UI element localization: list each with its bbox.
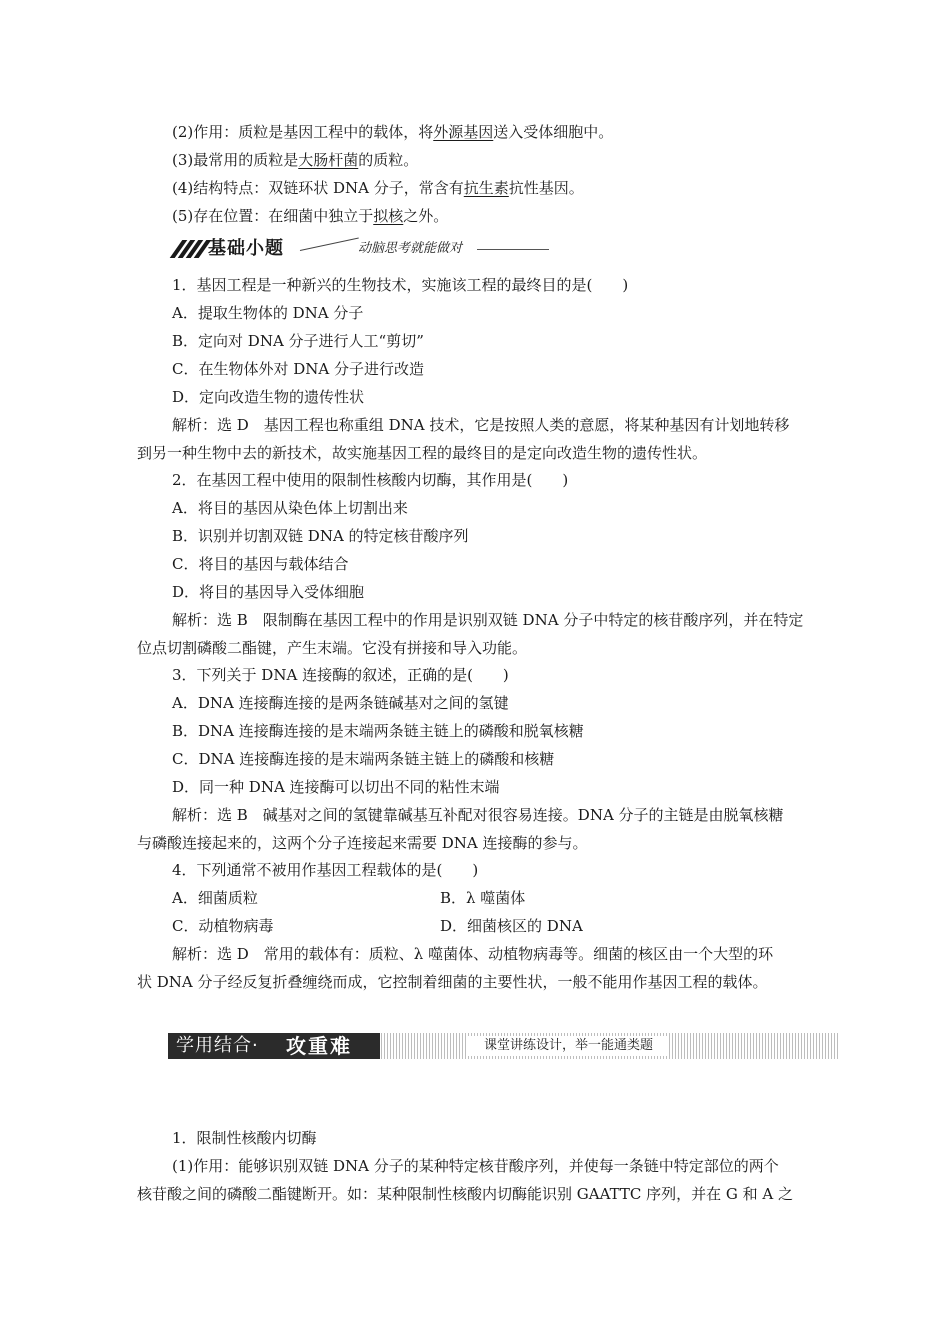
section-title-part2: 攻重难 [286,1034,352,1058]
option-b: B．DNA 连接酶连接的是末端两条链主链上的磷酸和脱氧核糖 [172,722,584,740]
text: 送入受体细胞中。 [493,123,614,141]
option-c: C．在生物体外对 DNA 分子进行改造 [172,360,424,378]
intro-line-function [172,122,613,142]
explanation-line: 解析：选 D 常用的载体有：质粒、λ 噬菌体、动植物病毒等。细菌的核区由一个大型的环 [172,945,774,963]
underlined-term: 大肠杆菌 [298,151,359,169]
text: 的质粒。 [358,151,419,169]
explanation-line: 到另一种生物中去的新技术，故实施基因工程的最终目的是定向改造生物的遗传性状。 [137,444,708,462]
option-b: B．识别并切割双链 DNA 的特定核苷酸序列 [172,527,469,545]
text: 之外。 [403,207,449,225]
topic-heading: 1．限制性核酸内切酶 [172,1129,317,1147]
option-a: A．DNA 连接酶连接的是两条链碱基对之间的氢键 [172,694,509,712]
section-header-basics [172,236,552,262]
option-a: A．细菌质粒 [172,889,258,907]
text: (2)作用：质粒是基因工程中的载体，将 [172,123,434,141]
section-subtitle: 动脑思考就能做对 [358,241,463,256]
option-a: A．提取生物体的 DNA 分子 [172,304,364,322]
explanation-line: 位点切割磷酸二酯键，产生末端。它没有拼接和导入功能。 [137,639,528,657]
option-d: D．细菌核区的 DNA [440,917,583,935]
text: (5)存在位置：在细菌中独立于 [172,207,374,225]
explanation-line: 解析：选 D 基因工程也称重组 DNA 技术，它是按照人类的意愿，将某种基因有计划地转移 [172,416,790,434]
option-d: D．将目的基因导入受体细胞 [172,583,365,601]
question-stem: 1．基因工程是一种新兴的生物技术，实施该工程的最终目的是( ) [172,276,629,294]
option-c: C．DNA 连接酶连接的是末端两条链主链上的磷酸和核糖 [172,750,555,768]
body-line: (1)作用：能够识别双链 DNA 分子的某种特定核苷酸序列，并使每一条链中特定部位的两个 [172,1157,779,1175]
intro-line-structure [172,178,584,198]
explanation-line: 解析：选 B 碱基对之间的氢键靠碱基互补配对很容易连接。DNA 分子的主链是由脱氧核糖 [172,806,784,824]
option-c: C．动植物病毒 [172,917,274,935]
title-block [168,1033,380,1059]
underlined-term: 抗生素 [463,179,509,197]
question-stem: 2．在基因工程中使用的限制性核酸内切酶，其作用是( ) [172,471,569,489]
intro-line-location [172,206,448,226]
option-a: A．将目的基因从染色体上切割出来 [172,499,408,517]
divider [300,238,359,251]
text: (4)结构特点：双链环状 DNA 分子，常含有 [172,179,464,197]
option-d: D．同一种 DNA 连接酶可以切出不同的粘性末端 [172,778,500,796]
explanation-line: 与磷酸连接起来的，这两个分子连接起来需要 DNA 连接酶的参与。 [137,834,588,852]
option-c: C．将目的基因与载体结合 [172,555,349,573]
text: (3)最常用的质粒是 [172,151,299,169]
section-header-key-points [168,1033,838,1059]
text: 抗性基因。 [508,179,584,197]
explanation-line: 解析：选 B 限制酶在基因工程中的作用是识别双链 DNA 分子中特定的核苷酸序列，并在特定 [172,611,804,629]
explanation-line: 状 DNA 分子经反复折叠缠绕而成，它控制着细菌的主要性状，一般不能用作基因工程的载体。 [137,973,768,991]
section-title: 基础小题 [208,238,284,259]
underlined-term: 外源基因 [433,123,494,141]
body-line: 核苷酸之间的磷酸二酯键断开。如：某种限制性核酸内切酶能识别 GAATTC 序列，并在 G 和 A 之 [137,1185,794,1203]
underlined-term: 拟核 [373,207,404,225]
intro-line-common-plasmid [172,150,418,170]
option-b: B．λ 噬菌体 [440,889,526,907]
option-b: B．定向对 DNA 分子进行人工“剪切” [172,332,424,350]
question-stem: 3．下列关于 DNA 连接酶的叙述，正确的是( ) [172,666,509,684]
section-title-part1: 学用结合· [176,1035,259,1056]
section-subtitle: 课堂讲练设计，举一能通类题 [468,1036,669,1056]
question-stem: 4．下列通常不被用作基因工程载体的是( ) [172,861,479,879]
option-d: D．定向改造生物的遗传性状 [172,388,365,406]
divider [477,249,549,250]
stripes-icon [172,240,206,258]
